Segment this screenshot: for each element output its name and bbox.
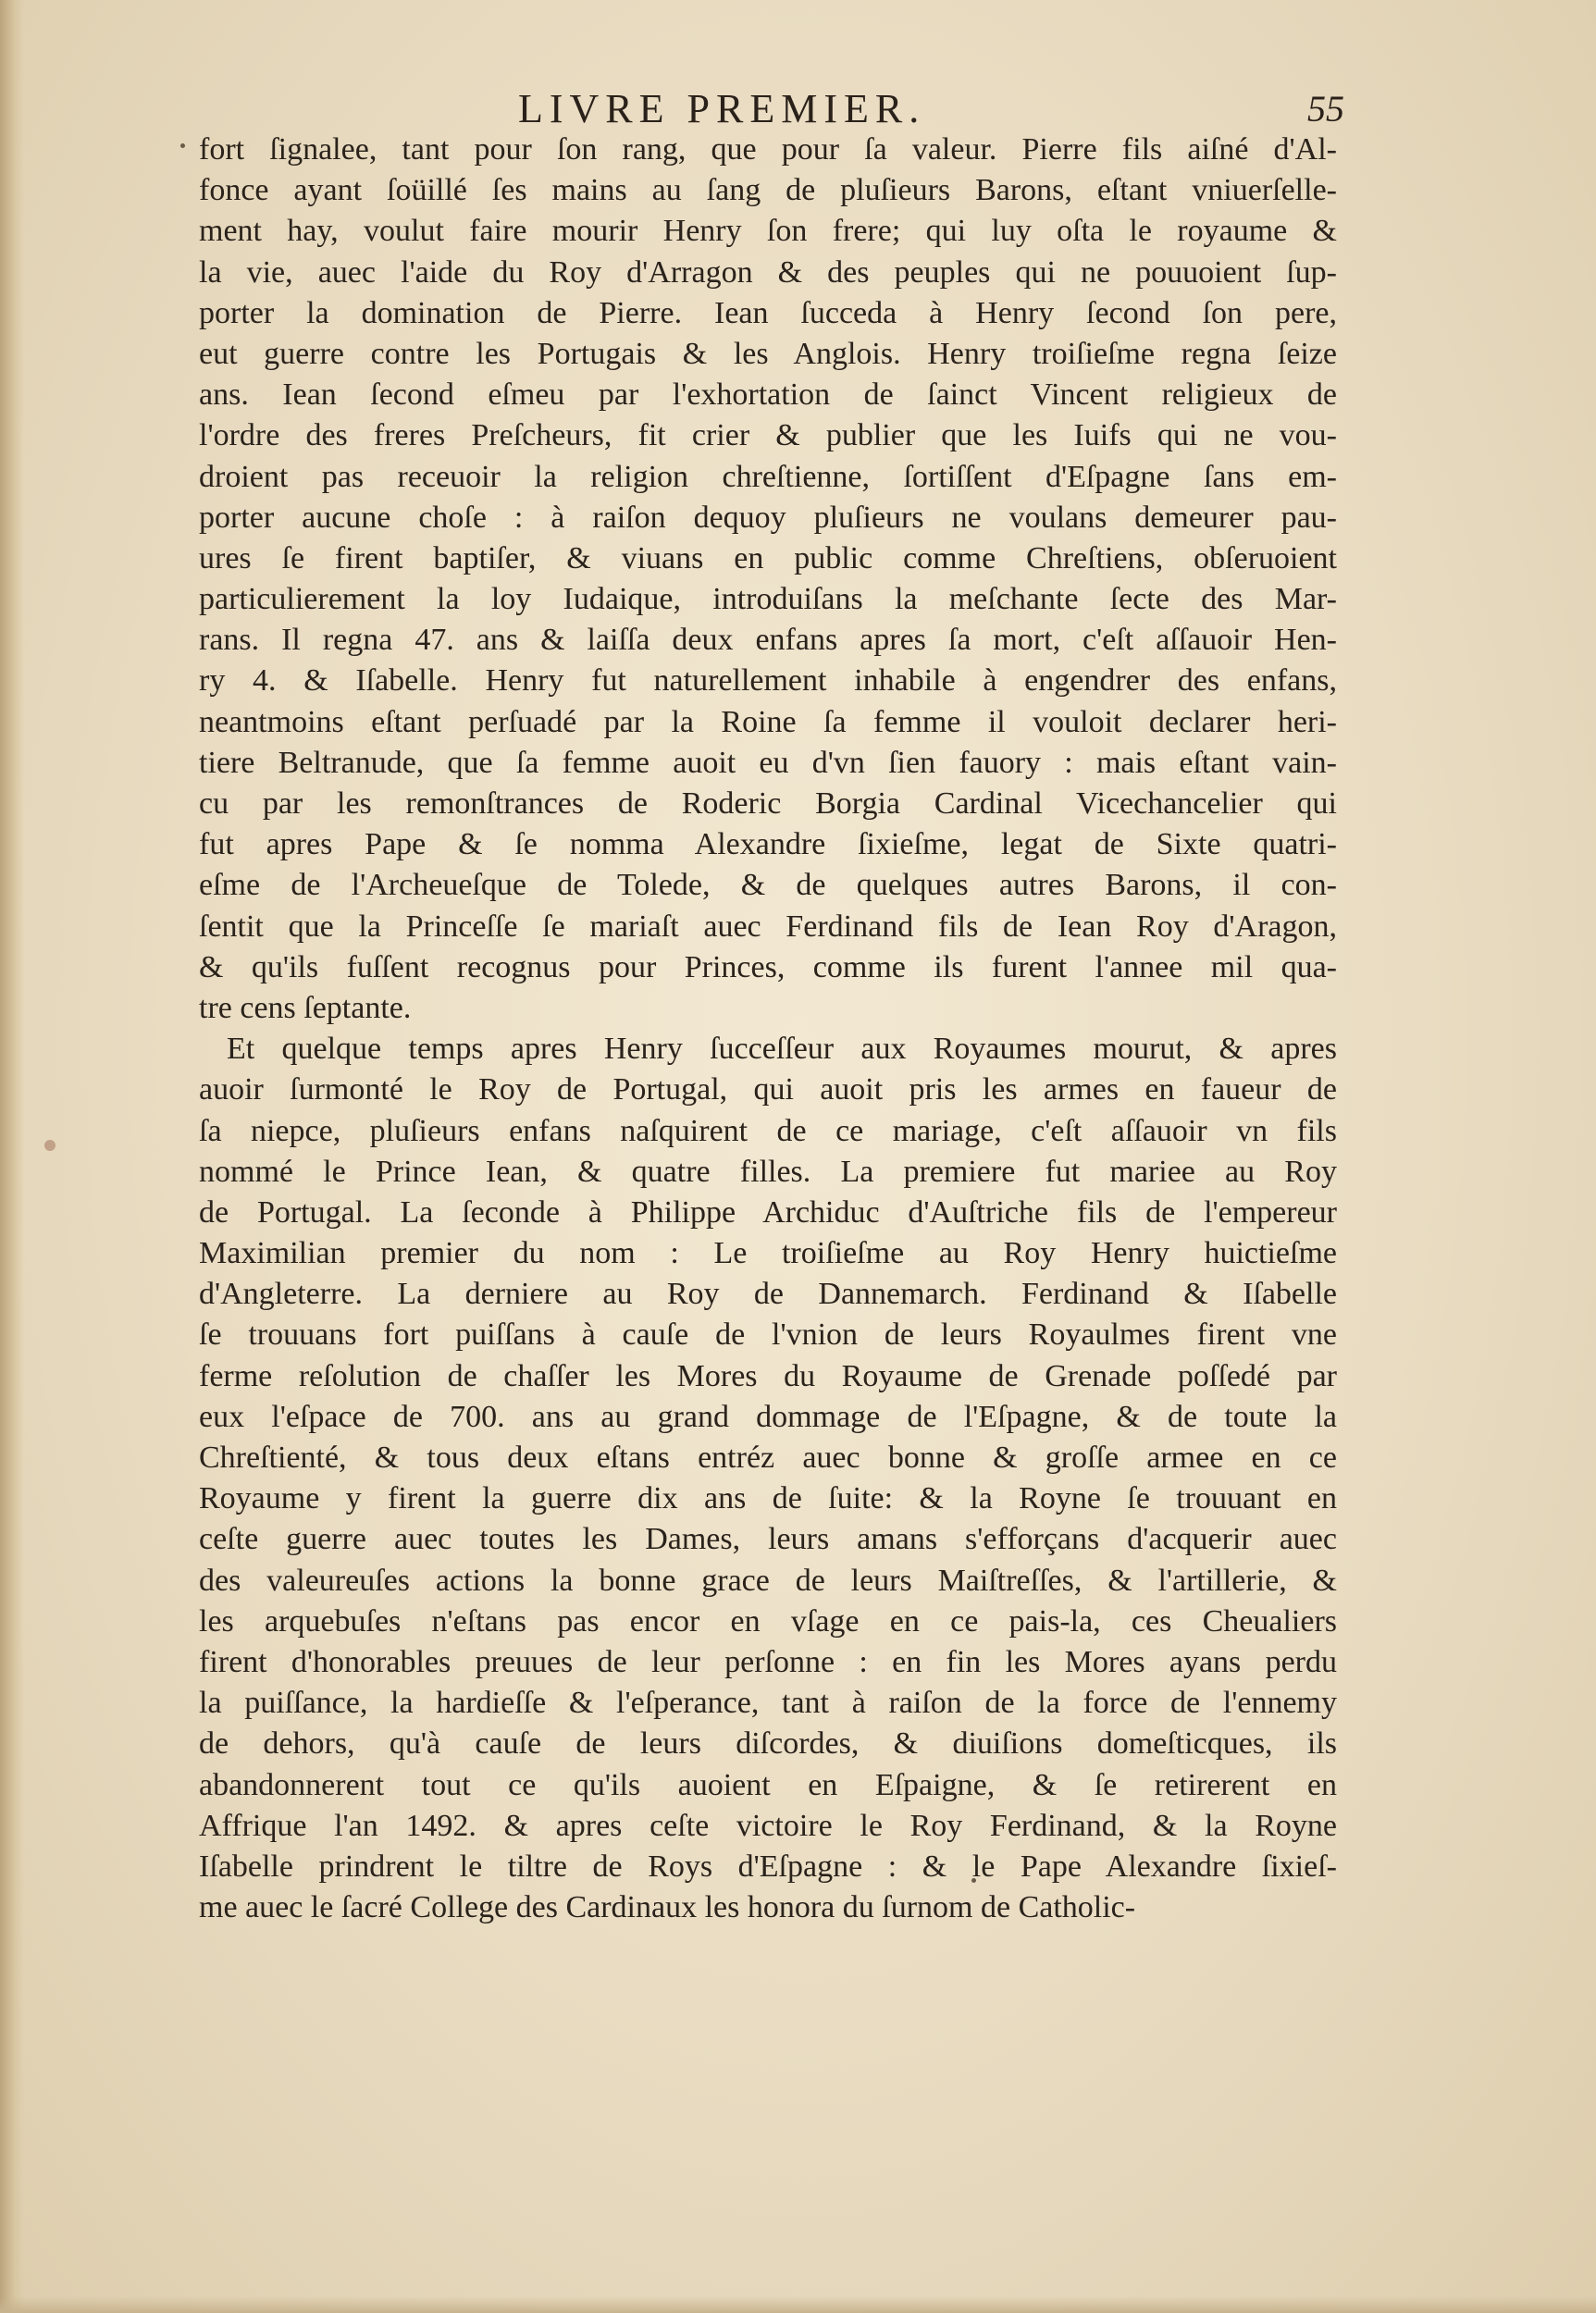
text-line: les arquebuſes n'eſtans pas encor en vſage en ce pais-la, ces Cheualiers xyxy=(199,1603,1337,1639)
text-line: de dehors, qu'à cauſe de leurs diſcordes, & diuiſions domeſticques, ils xyxy=(199,1726,1337,1762)
text-line: fut apres Pape & ſe nomma Alexandre ſixieſme, legat de Sixte quatri- xyxy=(199,827,1337,862)
text-line: ſa niepce, pluſieurs enfans naſquirent de ce mariage, c'eſt aſſauoir vn fils xyxy=(199,1113,1337,1148)
text-line: ſentit que la Princeſſe ſe mariaſt auec Ferdinand fils de Iean Roy d'Aragon, xyxy=(199,909,1337,944)
text-line: la puiſſance, la hardieſſe & l'eſperance, tant à raiſon de la force de l'ennemy xyxy=(199,1686,1337,1721)
text-line: Royaume y firent la guerre dix ans de ſuite: & la Royne ſe trouuant en xyxy=(199,1481,1337,1516)
text-line: ry 4. & Iſabelle. Henry fut naturellement inhabile à engendrer des enfans, xyxy=(199,663,1337,699)
text-line: Affrique l'an 1492. & apres ceſte victoire le Roy Ferdinand, & la Royne xyxy=(199,1808,1337,1843)
paragraph xyxy=(199,130,1337,1029)
running-head: LIVRE PREMIER. xyxy=(518,86,926,131)
text-line: tre cens ſeptante. xyxy=(199,990,412,1025)
text-line: la vie, auec l'aide du Roy d'Arragon & des peuples qui ne pouuoient ſup- xyxy=(199,254,1337,290)
text-line: cu par les remonſtrances de Roderic Borgia Cardinal Vicechancelier qui xyxy=(199,786,1337,821)
text-line: ferme reſolution de chaſſer les Mores du Royaume de Grenade poſſedé par xyxy=(199,1358,1337,1393)
text-line: eſme de l'Archeueſque de Tolede, & de quelques autres Barons, il con- xyxy=(199,868,1337,903)
text-line: eux l'eſpace de 700. ans au grand dommage de l'Eſpagne, & de toute la xyxy=(199,1399,1337,1434)
text-line: porter la domination de Pierre. Iean ſucceda à Henry ſecond ſon pere, xyxy=(199,295,1337,330)
text-line: eut guerre contre les Portugais & les Anglois. Henry troiſieſme regna ſeize xyxy=(199,336,1337,371)
text-line: rans. Il regna 47. ans & laiſſa deux enfans apres ſa mort, c'eſt aſſauoir Hen- xyxy=(199,623,1337,658)
body-text xyxy=(199,130,1337,1928)
text-line: l'ordre des freres Preſcheurs, fit crier & publier que les Iuifs qui ne vou- xyxy=(199,418,1337,453)
text-line: & qu'ils fuſſent recognus pour Princes, comme ils furent l'annee mil qua- xyxy=(199,949,1337,984)
text-line: ans. Iean ſecond eſmeu par l'exhortation de ſainct Vincent religieux de xyxy=(199,377,1337,413)
text-line: fonce ayant ſoüillé ſes mains au ſang de pluſieurs Barons, eſtant vniuerſelle- xyxy=(199,173,1337,208)
ink-blot xyxy=(180,143,185,148)
text-line: Iſabelle prindrent le tiltre de Roys d'Eſpagne : & le Pape Alexandre ſixieſ- xyxy=(199,1849,1337,1884)
text-line: abandonnerent tout ce qu'ils auoient en Eſpaigne, & ſe retirerent en xyxy=(199,1767,1337,1802)
text-line: nommé le Prince Iean, & quatre filles. La premiere fut mariee au Roy xyxy=(199,1154,1337,1189)
text-line: me auec le ſacré College des Cardinaux les honora du ſurnom de Catholic- xyxy=(199,1890,1136,1925)
binding-gutter-shadow xyxy=(0,0,24,2313)
text-line: particulierement la loy Iudaique, introduiſans la meſchante ſecte des Mar- xyxy=(199,582,1337,617)
text-line: porter aucune choſe : à raiſon dequoy pluſieurs ne voulans demeurer pau- xyxy=(199,500,1337,535)
text-line: Chreſtienté, & tous deux eſtans entréz auec bonne & groſſe armee en ce xyxy=(199,1441,1337,1475)
text-line: firent d'honorables preuues de leur perſonne : en fin les Mores ayans perdu xyxy=(199,1644,1337,1679)
text-line: tiere Beltranude, que ſa femme auoit eu d'vn ſien fauory : mais eſtant vain- xyxy=(199,745,1337,780)
text-line: de Portugal. La ſeconde à Philippe Archiduc d'Auſtriche fils de l'empereur xyxy=(199,1194,1337,1230)
paragraph xyxy=(199,1029,1337,1928)
text-line: droient pas receuoir la religion chreſtienne, ſortiſſent d'Eſpagne ſans em- xyxy=(199,459,1337,494)
text-line: Maximilian premier du nom : Le troiſieſme au Roy Henry huictieſme xyxy=(199,1236,1337,1271)
text-line: neantmoins eſtant perſuadé par la Roine ſa femme il vouloit declarer heri- xyxy=(199,704,1337,739)
text-line: d'Angleterre. La derniere au Roy de Dannemarch. Ferdinand & Iſabelle xyxy=(199,1277,1337,1312)
marginal-stain xyxy=(44,1140,56,1151)
text-line: ment hay, voulut faire mourir Henry ſon frere; qui luy oſta le royaume & xyxy=(199,214,1337,249)
page-number: 55 xyxy=(1307,88,1344,130)
text-line: ures ſe firent baptiſer, & viuans en public comme Chreſtiens, obſeruoient xyxy=(199,540,1337,575)
text-line: ſe trouuans fort puiſſans à cauſe de l'vnion de leurs Royaulmes firent vne xyxy=(199,1317,1337,1353)
text-line: Et quelque temps apres Henry ſucceſſeur aux Royaumes mourut, & apres xyxy=(227,1032,1337,1067)
text-line: des valeureuſes actions la bonne grace de leurs Maiſtreſſes, & l'artillerie, & xyxy=(199,1563,1337,1598)
text-line: auoir ſurmonté le Roy de Portugal, qui auoit pris les armes en faueur de xyxy=(199,1072,1337,1107)
text-line: ceſte guerre auec toutes les Dames, leurs amans s'efforçans d'acquerir auec xyxy=(199,1522,1337,1557)
text-line: fort ſignalee, tant pour ſon rang, que pour ſa valeur. Pierre fils aiſné d'Al- xyxy=(199,132,1337,167)
page-bottom-edge xyxy=(0,2296,1596,2313)
